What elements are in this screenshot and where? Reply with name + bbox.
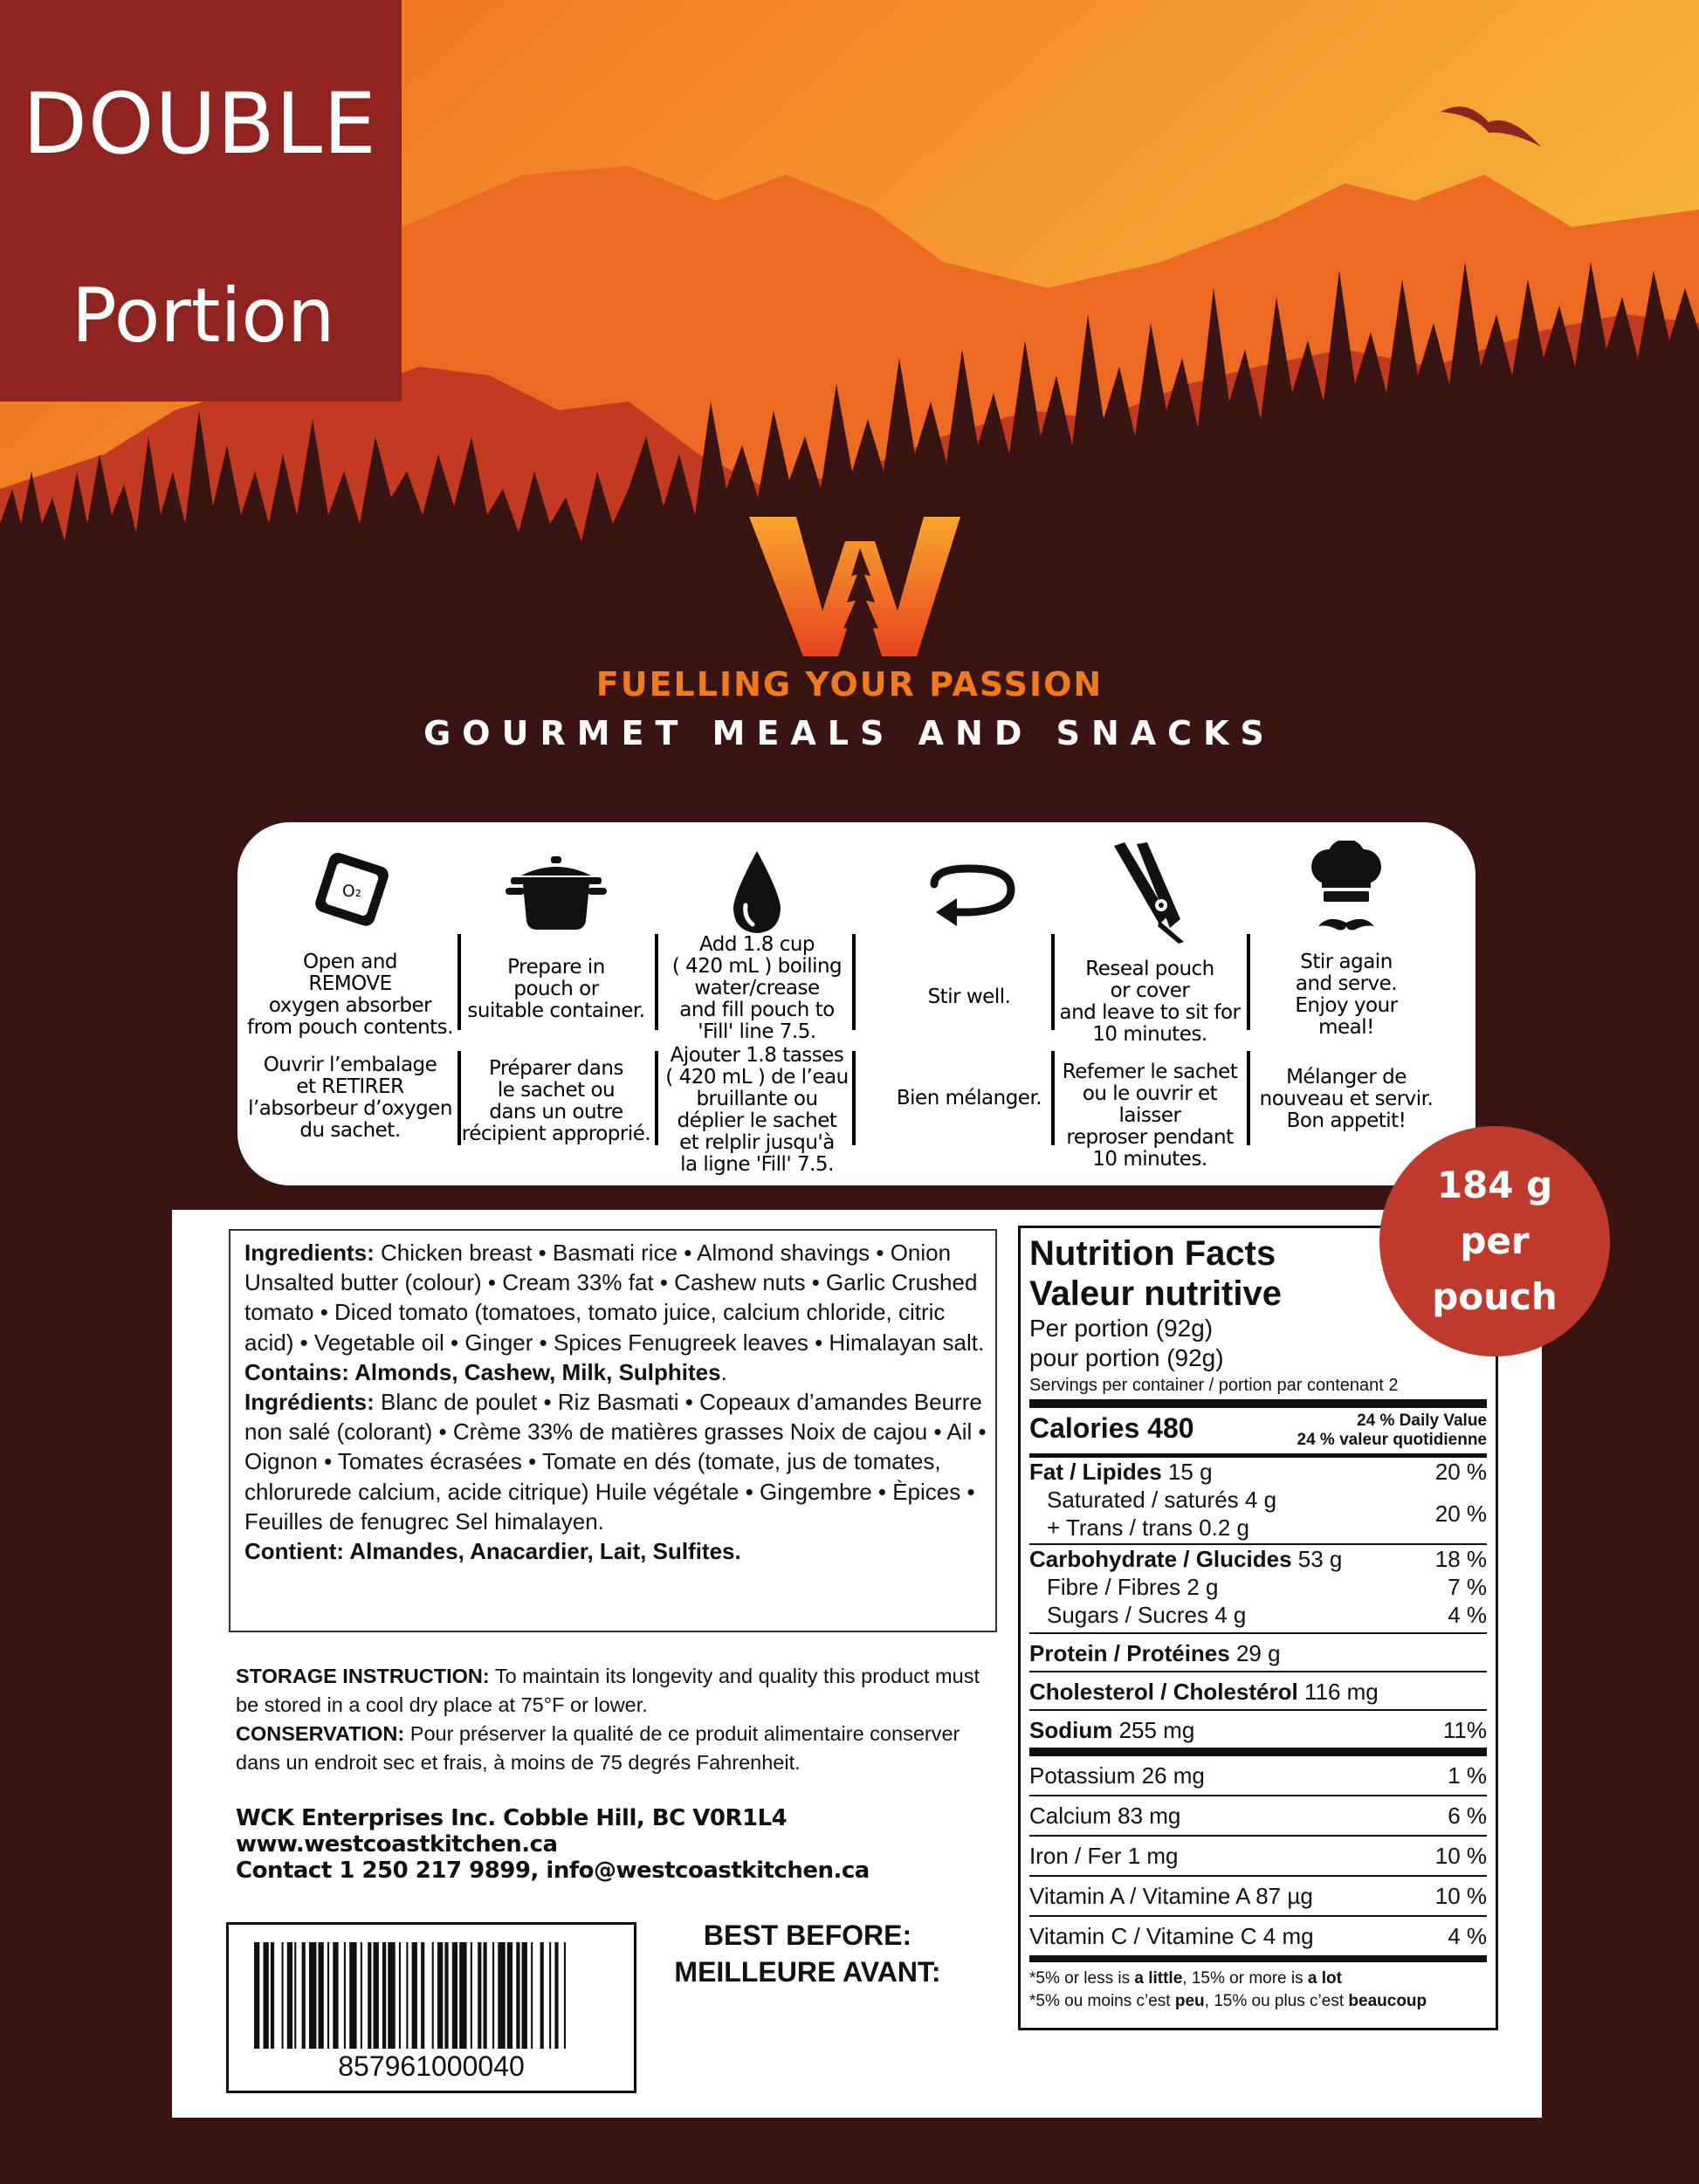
barcode-bar <box>271 1942 274 2049</box>
sodium-label: Sodium <box>1029 1717 1113 1743</box>
step-6-text-fr <box>1250 1067 1442 1132</box>
step-4-text-fr <box>856 1088 1083 1109</box>
step-5-en: Reseal pouch or cover and leave to sit for 10 minutes. <box>1059 958 1241 1046</box>
daily-value-header <box>1297 1411 1488 1450</box>
step-stir <box>856 822 1083 1185</box>
protein-row <box>1029 1639 1487 1667</box>
storage-text-en: To maintain its longevity and quality this product must be stored in a cool dry place at 75°F or lower. <box>236 1665 980 1716</box>
sodium-amount: 255 mg <box>1118 1717 1195 1743</box>
fat-amount: 15 g <box>1167 1459 1213 1485</box>
carb-pct: 18 % <box>1434 1546 1487 1572</box>
barcode <box>226 1922 636 2093</box>
barcode-bar <box>302 1942 306 2049</box>
best-before-en: BEST BEFORE: <box>703 1920 912 1951</box>
iron-label: Iron / Fer 1 mg <box>1029 1843 1179 1869</box>
serving-size-en: Per portion (92g) <box>1029 1315 1214 1342</box>
step-3-text-en <box>658 934 856 1043</box>
step-1-text-fr <box>237 1054 463 1142</box>
calories-row <box>1029 1411 1487 1450</box>
saturated-row <box>1029 1486 1487 1542</box>
barcode-bar <box>349 1942 356 2049</box>
step-1-en: Open and REMOVE oxygen absorber from pouch contents. <box>247 951 453 1039</box>
step-6-text-en <box>1250 951 1442 1039</box>
best-before <box>664 1917 952 1990</box>
barcode-bar <box>459 1942 466 2049</box>
step-remove-absorber <box>237 822 463 1185</box>
barcode-bar <box>412 1942 417 2049</box>
company-contact: Contact 1 250 217 9899, info@westcoastkitchen.ca <box>236 1858 870 1884</box>
barcode-bar <box>374 1942 379 2049</box>
barcode-bar <box>333 1942 338 2049</box>
carb-label: Carbohydrate / Glucides <box>1029 1546 1292 1572</box>
sugars-label: Sugars / Sucres 4 g <box>1047 1602 1247 1628</box>
footnote-fr <box>1029 1990 1487 2013</box>
vitamin-a-label: Vitamin A / Vitamine A 87 µg <box>1029 1883 1313 1909</box>
portion-label: Portion <box>72 272 335 360</box>
sugars-row <box>1029 1601 1487 1629</box>
storage-text-fr: Pour préserver la qualité de ce produit alimentaire conserver dans un endroit sec et frais, à moins de 75 degrés Fahrenheit. <box>236 1722 960 1774</box>
barcode-bar <box>522 1942 527 2049</box>
storage-instructions <box>236 1662 987 1777</box>
storage-label-fr: CONSERVATION: <box>236 1722 405 1745</box>
barcode-bar <box>554 1942 558 2049</box>
barcode-bar <box>282 1942 284 2049</box>
cholesterol-amount: 116 mg <box>1303 1679 1379 1705</box>
barcode-bar <box>399 1942 401 2049</box>
contains-en: Contains: Almonds, Cashew, Milk, Sulphites <box>244 1358 721 1385</box>
step-add-water <box>658 822 856 1185</box>
fat-pct: 20 % <box>1434 1459 1487 1485</box>
rule <box>1029 1955 1487 1962</box>
calcium-row <box>1029 1802 1487 1830</box>
rule <box>1029 1795 1487 1796</box>
rule <box>1029 1915 1487 1917</box>
potassium-pct: 1 % <box>1448 1762 1487 1789</box>
iron-row <box>1029 1842 1487 1870</box>
step-3-text-fr <box>658 1045 856 1176</box>
barcode-bar <box>287 1942 292 2049</box>
barcode-bar <box>478 1942 481 2049</box>
sodium-row <box>1029 1716 1487 1744</box>
best-before-fr: MEILLEURE AVANT: <box>674 1956 941 1988</box>
barcode-bar <box>452 1942 457 2049</box>
barcode-bar <box>531 1942 533 2049</box>
step-4-fr: Bien mélanger. <box>896 1087 1042 1109</box>
footnote-fr-bold: peu <box>1174 1992 1205 2010</box>
portion-double-label: DOUBLE <box>23 75 377 173</box>
serving-size-fr: pour portion (92g) <box>1029 1344 1224 1371</box>
saturated-label: Saturated / saturés 4 g <box>1047 1487 1277 1513</box>
chef-icon <box>1250 845 1442 941</box>
ingredients-label-fr: Ingrédients: <box>244 1389 375 1416</box>
fat-label: Fat / Lipides <box>1029 1459 1162 1485</box>
footnote-en <box>1029 1968 1487 1990</box>
weight-value: 184 g <box>1436 1164 1553 1206</box>
footnote-fr-part: , 15% ou plus c’est <box>1204 1992 1349 2010</box>
barcode-bar <box>507 1942 512 2049</box>
barcode-bar <box>432 1942 434 2049</box>
step-5-text-en <box>1055 958 1245 1046</box>
ingredients-box: Ingredients: Chicken breast • Basmati rice • Almond shavings • Onion Unsalted butter (colour) • Cream 33% fat • Cashew nuts • Garlic Crushed tomato • Diced tomato (tomatoes, tomato juice, calcium chloride, citric acid) • Vegetable oil • Ginger • Spices Fenugreek leaves • Himalayan salt. Contains: Almonds, Cashew, Milk, Sulphites. Ingrédients: Blanc de poulet • Riz Basmati • Copeaux d’amandes Beurre non salé (colorant) • Crème 33% de matières grasses Noix de cajou • Ail • Oignon • Tomates écrasées • Tomate en dés (tomate, jus de tomates, chlorurede calcium, acide citrique) Huile végétale • Gingembre • Èpices • Feuilles de fenugrec Sel himalayen. Contient: Almandes, Anacardier, Lait, Sulfites. <box>229 1229 997 1632</box>
rule <box>1029 1875 1487 1877</box>
step-3-en: Add 1.8 cup ( 420 mL ) boiling water/crease and fill pouch to 'Fill' line 7.5. <box>671 933 843 1043</box>
footnote <box>1029 1968 1487 2013</box>
barcode-bar <box>516 1942 519 2049</box>
rule <box>1029 1709 1487 1711</box>
subtitle: GOURMET MEALS AND SNACKS <box>423 714 1276 752</box>
vitamin-c-pct: 4 % <box>1448 1923 1487 1949</box>
servings-per-container: Servings per container / portion par contenant 2 <box>1029 1376 1399 1395</box>
iron-pct: 10 % <box>1434 1843 1487 1869</box>
fibre-label: Fibre / Fibres 2 g <box>1047 1574 1219 1600</box>
o2-symbol: O₂ <box>341 883 362 902</box>
barcode-bar <box>388 1942 395 2049</box>
step-prepare-container <box>461 822 651 1185</box>
barcode-bar <box>498 1942 505 2049</box>
barcode-bar <box>471 1942 472 2049</box>
potassium-label: Potassium 26 mg <box>1029 1762 1205 1789</box>
company-website: www.westcoastkitchen.ca <box>236 1831 558 1858</box>
nutrition-title-fr: Valeur nutritive <box>1029 1274 1282 1313</box>
rule <box>1029 1399 1487 1408</box>
weight-per: per <box>1460 1219 1530 1262</box>
barcode-bar <box>368 1942 371 2049</box>
step-2-fr: Préparer dans le sachet ou dans un outre récipient approprié. <box>461 1057 651 1145</box>
vitamin-a-row <box>1029 1882 1487 1910</box>
step-serve <box>1250 822 1442 1185</box>
saturated-pct: 20 % <box>1434 1501 1487 1527</box>
portion-size-panel <box>0 0 402 402</box>
stir-arrow-icon <box>856 845 1083 941</box>
fat-row <box>1029 1458 1487 1486</box>
step-5-fr: Refemer le sachet ou le ouvrir et laisser reproser pendant 10 minutes. <box>1062 1061 1238 1171</box>
barcode-bar <box>549 1942 551 2049</box>
oxygen-absorber-icon <box>237 845 463 941</box>
barcode-bar <box>437 1942 443 2049</box>
company-info <box>236 1805 987 1884</box>
calories: Calories 480 <box>1029 1412 1194 1444</box>
vitamin-a-pct: 10 % <box>1434 1883 1487 1909</box>
sugars-pct: 4 % <box>1448 1602 1487 1628</box>
step-2-en: Prepare in pouch or suitable container. <box>467 956 645 1022</box>
barcode-bar <box>564 1942 566 2049</box>
clothespin-icon <box>1055 845 1245 941</box>
protein-label: Protein / Protéines <box>1029 1640 1230 1666</box>
nutrition-facts-table <box>1018 1226 1498 2030</box>
step-3-fr: Ajouter 1.8 tasses ( 420 mL ) de l’eau bruillante ou déplier le sachet et relplir jusqu'à la ligne 'Fill' 7.5. <box>665 1044 849 1176</box>
barcode-number: 857961000040 <box>338 2050 525 2082</box>
daily-value-fr: 24 % valeur quotidienne <box>1297 1431 1487 1449</box>
footnote-en-part: *5% or less is <box>1029 1969 1135 1988</box>
step-4-text-en <box>856 986 1083 1008</box>
contains-fr: Contient: Almandes, Anacardier, Lait, Sulfites. <box>244 1538 741 1565</box>
step-4-en: Stir well. <box>927 986 1011 1008</box>
step-1-text-en <box>237 951 463 1039</box>
fibre-pct: 7 % <box>1448 1574 1487 1600</box>
cholesterol-row <box>1029 1678 1487 1706</box>
vitamin-c-row <box>1029 1922 1487 1950</box>
trans-label: + Trans / trans 0.2 g <box>1047 1514 1249 1541</box>
step-6-fr: Mélanger de nouveau et servir. Bon appetit! <box>1259 1066 1434 1132</box>
tagline: FUELLING YOUR PASSION <box>595 665 1104 704</box>
footnote-fr-part: *5% ou moins c’est <box>1029 1992 1175 2010</box>
barcode-bars <box>254 1942 610 2049</box>
step-2-text-en <box>461 957 651 1022</box>
barcode-bar <box>444 1942 448 2049</box>
carbohydrate-row <box>1029 1545 1487 1573</box>
weight-unit: pouch <box>1432 1275 1558 1318</box>
footnote-fr-bold: beaucoup <box>1348 1992 1427 2010</box>
step-2-text-fr <box>461 1058 651 1145</box>
barcode-bar <box>264 1942 269 2049</box>
barcode-bar <box>361 1942 362 2049</box>
footnote-en-bold: a little <box>1134 1969 1183 1988</box>
daily-value-en: 24 % Daily Value <box>1357 1411 1487 1430</box>
barcode-bar <box>309 1942 316 2049</box>
step-1-fr: Ouvrir l’embalage et RETIRER l’absorbeur d’oxygen du sachet. <box>248 1054 452 1142</box>
protein-amount: 29 g <box>1235 1640 1281 1666</box>
water-drop-icon <box>658 845 856 941</box>
barcode-bar <box>484 1942 487 2049</box>
barcode-bar <box>406 1942 408 2049</box>
barcode-bar <box>327 1942 329 2049</box>
footnote-en-bold: a lot <box>1307 1969 1342 1988</box>
barcode-bar <box>319 1942 324 2049</box>
barcode-bar <box>492 1942 494 2049</box>
vitamin-c-label: Vitamin C / Vitamine C 4 mg <box>1029 1923 1314 1949</box>
barcode-bar <box>382 1942 386 2049</box>
rule <box>1029 1632 1487 1634</box>
cholesterol-label: Cholesterol / Cholestérol <box>1029 1679 1298 1705</box>
nutrition-title-en: Nutrition Facts <box>1029 1234 1276 1273</box>
storage-label-en: STORAGE INSTRUCTION: <box>236 1665 490 1687</box>
barcode-bar <box>540 1942 544 2049</box>
barcode-bar <box>294 1942 296 2049</box>
weight-badge <box>1379 1126 1610 1356</box>
rule <box>1029 1671 1487 1672</box>
sodium-pct: 11% <box>1442 1717 1487 1743</box>
fibre-row <box>1029 1573 1487 1601</box>
ingredients-text-fr: Blanc de poulet • Riz Basmati • Copeaux d’amandes Beurre non salé (colorant) • Crème 33% de matières grasses Noix de cajou • Ail • Oignon • Tomates écrasées • Tomate en dés (tomate, jus de tomates, chlorurede calcium, acide citrique) Huile végétale • Gingembre • Èpices • Feuilles de fenugrec Sel himalayen. <box>244 1389 987 1535</box>
barcode-bar <box>344 1942 346 2049</box>
step-reseal <box>1055 822 1245 1185</box>
ingredients-label-en: Ingredients: <box>244 1240 375 1266</box>
step-6-en: Stir again and serve. Enjoy your meal! <box>1295 951 1398 1039</box>
ingredients-text-en: Chicken breast • Basmati rice • Almond shavings • Onion Unsalted butter (colour) • Cream 33% fat • Cashew nuts • Garlic Crushed tomato • Diced tomato (tomatoes, tomato juice, calcium chloride, citric acid) • Vegetable oil • Ginger • Spices Fenugreek leaves • Himalayan salt. <box>244 1240 985 1356</box>
potassium-row <box>1029 1762 1487 1789</box>
barcode-bar <box>421 1942 424 2049</box>
pot-icon <box>461 845 651 941</box>
calcium-label: Calcium 83 mg <box>1029 1803 1181 1829</box>
company-address: WCK Enterprises Inc. Cobble Hill, BC V0R1L4 <box>236 1805 788 1831</box>
footnote-en-part: , 15% or more is <box>1182 1969 1308 1988</box>
rule <box>1029 1748 1487 1756</box>
carb-amount: 53 g <box>1297 1546 1343 1572</box>
barcode-bar <box>254 1942 259 2049</box>
calcium-pct: 6 % <box>1448 1803 1487 1829</box>
preparation-steps-panel <box>237 822 1475 1185</box>
rule <box>1029 1835 1487 1837</box>
step-5-text-fr <box>1055 1061 1245 1171</box>
